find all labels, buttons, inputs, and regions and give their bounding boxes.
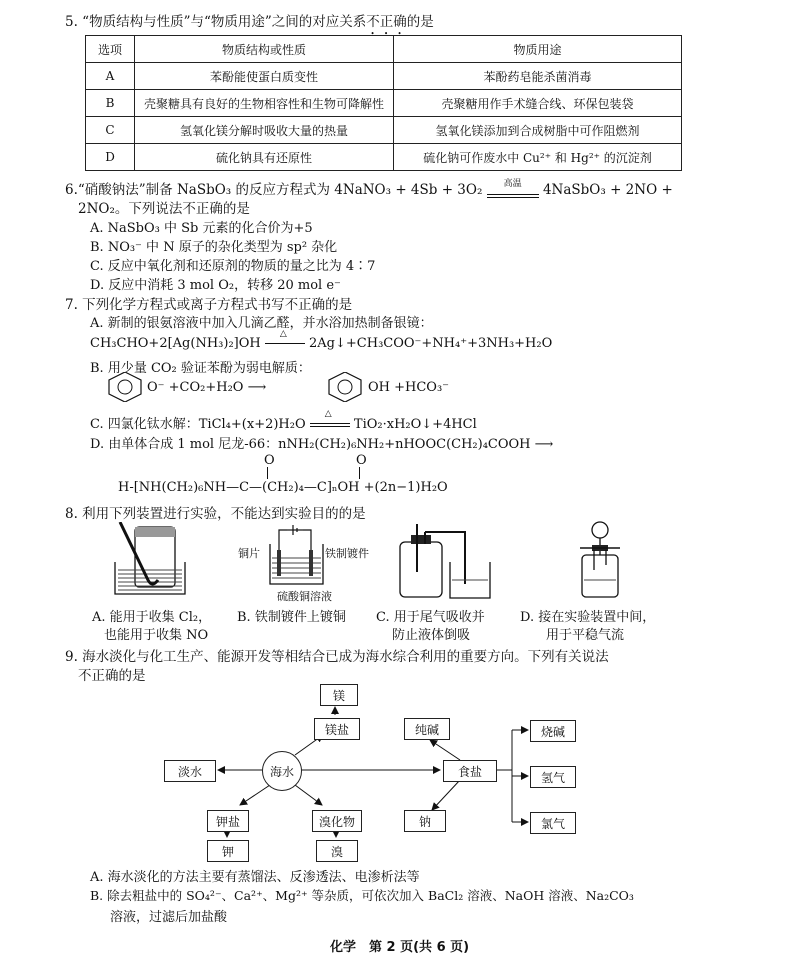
q7-equation-a: CH₃CHO+2[Ag(NH₃)₂]OH △ 2Ag↓+CH₃COO⁻+NH₄⁺+3NH₃+H₂O xyxy=(90,329,553,351)
q7-stem: 7. 下列化学方程式或离子方程式书写不正确的是 xyxy=(65,297,353,313)
apparatus-c-icon xyxy=(395,522,505,602)
q6-option-c: C. 反应中氧化剂和还原剂的物质的量之比为 4∶7 xyxy=(90,259,376,274)
node-fresh-water: 淡水 xyxy=(164,760,216,782)
q5-stem: 5. “物质结构与性质”与“物质用途”之间的对应关系不正确的是 xyxy=(65,14,434,30)
node-seawater: 海水 xyxy=(262,751,302,791)
apparatus-b-icon xyxy=(265,522,330,588)
q8-caption-d: D. 接在实验装置中间， xyxy=(520,610,656,625)
q8-caption-b: B. 铁制镀件上镀铜 xyxy=(237,610,346,625)
node-cl2: 氯气 xyxy=(530,812,576,834)
q5-table xyxy=(85,35,682,171)
table-header-row xyxy=(86,36,682,63)
q8-caption-c-line2: 防止液体倒吸 xyxy=(392,628,471,643)
benzene-ring-icon xyxy=(105,372,145,402)
node-mg-salt: 镁盐 xyxy=(314,718,360,740)
q9-flow-diagram-lines xyxy=(0,680,785,865)
q6-option-b: B. NO₃⁻ 中 N 原子的杂化类型为 sp² 杂化 xyxy=(90,240,338,255)
node-soda: 纯碱 xyxy=(404,718,450,740)
table-row: D 硫化钠具有还原性 硫化钠可作废水中 Cu²⁺ 和 Hg²⁺ 的沉淀剂 xyxy=(86,144,682,171)
apparatus-d-icon xyxy=(570,520,630,602)
node-mg: 镁 xyxy=(320,684,358,706)
iron-part-label: 铁制镀件 xyxy=(325,547,369,560)
heat-arrow: △ xyxy=(310,423,350,427)
carbonyl-o-1: O xyxy=(264,453,275,468)
double-bond-line xyxy=(267,467,269,479)
q9-stem: 9. 海水淡化与化工生产、能源开发等相结合已成为海水综合利用的重要方向。下列有关说法 xyxy=(65,649,609,665)
node-bromide: 溴化物 xyxy=(312,810,362,832)
q9-stem-line2: 不正确的是 xyxy=(78,668,146,684)
q6-option-d: D. 反应中消耗 3 mol O₂，转移 20 mol e⁻ xyxy=(90,278,341,293)
q8-caption-c: C. 用于尾气吸收并 xyxy=(376,610,485,625)
q6-option-a: A. NaSbO₃ 中 Sb 元素的化合价为+5 xyxy=(90,221,313,236)
carbonyl-o-2: O xyxy=(356,453,367,468)
table-row: B 壳聚糖具有良好的生物相容性和生物可降解性 壳聚糖用作手术缝合线、环保包装袋 xyxy=(86,90,682,117)
copper-label: 铜片 xyxy=(238,547,260,560)
q7-equation-b-left: O⁻ +CO₂+H₂O ⟶ xyxy=(147,380,267,395)
q7-option-b: B. 用少量 CO₂ 验证苯酚为弱电解质： xyxy=(90,361,311,376)
reaction-arrow: 高温 xyxy=(487,186,539,198)
q7-option-c: C. 四氯化钛水解：TiCl₄+(x+2)H₂O △ TiO₂·xH₂O↓+4HCl xyxy=(90,408,477,432)
q8-caption-a: A. 能用于收集 Cl₂， xyxy=(92,610,212,625)
q7-equation-b-right: OH +HCO₃⁻ xyxy=(368,380,450,395)
page-footer: 化学 第 2 页(共 6 页) xyxy=(330,940,470,955)
solution-label: 硫酸铜溶液 xyxy=(277,590,332,603)
node-h2: 氢气 xyxy=(530,766,576,788)
q6-stem: 6.“硝酸钠法”制备 NaSbO₃ 的反应方程式为 4NaNO₃ + 4Sb + 3O₂ 高温 4NaSbO₃ + 2NO + xyxy=(65,179,673,198)
q8-caption-d-line2: 用于平稳气流 xyxy=(546,628,625,643)
q8-caption-a-line2: 也能用于收集 NO xyxy=(104,628,209,643)
apparatus-a-icon xyxy=(110,522,190,602)
node-br: 溴 xyxy=(316,840,358,862)
heat-arrow: △ xyxy=(265,343,305,344)
table-row: C 氢氧化镁分解时吸收大量的热量 氢氧化镁添加到合成树脂中可作阻燃剂 xyxy=(86,117,682,144)
q9-option-b: B. 除去粗盐中的 SO₄²⁻、Ca²⁺、Mg²⁺ 等杂质，可依次加入 BaCl₂ 溶液、NaOH 溶液、Na₂CO₃ xyxy=(90,888,634,903)
header-cell: 物质用途 xyxy=(394,36,682,63)
q7-option-a: A. 新制的银氨溶液中加入几滴乙醛，并水浴加热制备银镜： xyxy=(90,316,433,331)
double-bond-line xyxy=(359,467,361,479)
q6-stem-line2: 2NO₂。下列说法不正确的是 xyxy=(78,201,250,217)
benzene-ring-icon xyxy=(325,372,365,402)
table-row: A 苯酚能使蛋白质变性 苯酚药皂能杀菌消毒 xyxy=(86,63,682,90)
q7-polymer-formula: H-[NH(CH₂)₆NH—C—(CH₂)₄—C]ₙOH +(2n−1)H₂O xyxy=(118,480,448,495)
node-naoh: 烧碱 xyxy=(530,720,576,742)
q7-option-d: D. 由单体合成 1 mol 尼龙-66：nNH₂(CH₂)₆NH₂+nHOOC(CH₂)₄COOH ⟶ xyxy=(90,437,554,452)
header-cell: 选项 xyxy=(86,36,135,63)
node-k: 钾 xyxy=(207,840,249,862)
node-salt: 食盐 xyxy=(443,760,497,782)
node-k-salt: 钾盐 xyxy=(207,810,249,832)
header-cell: 物质结构或性质 xyxy=(135,36,394,63)
q8-stem: 8. 利用下列装置进行实验，不能达到实验目的的是 xyxy=(65,506,366,522)
node-na: 钠 xyxy=(404,810,446,832)
q9-option-b-line2: 溶液，过滤后加盐酸 xyxy=(110,910,228,925)
q9-option-a: A. 海水淡化的方法主要有蒸馏法、反渗透法、电渗析法等 xyxy=(90,870,420,885)
